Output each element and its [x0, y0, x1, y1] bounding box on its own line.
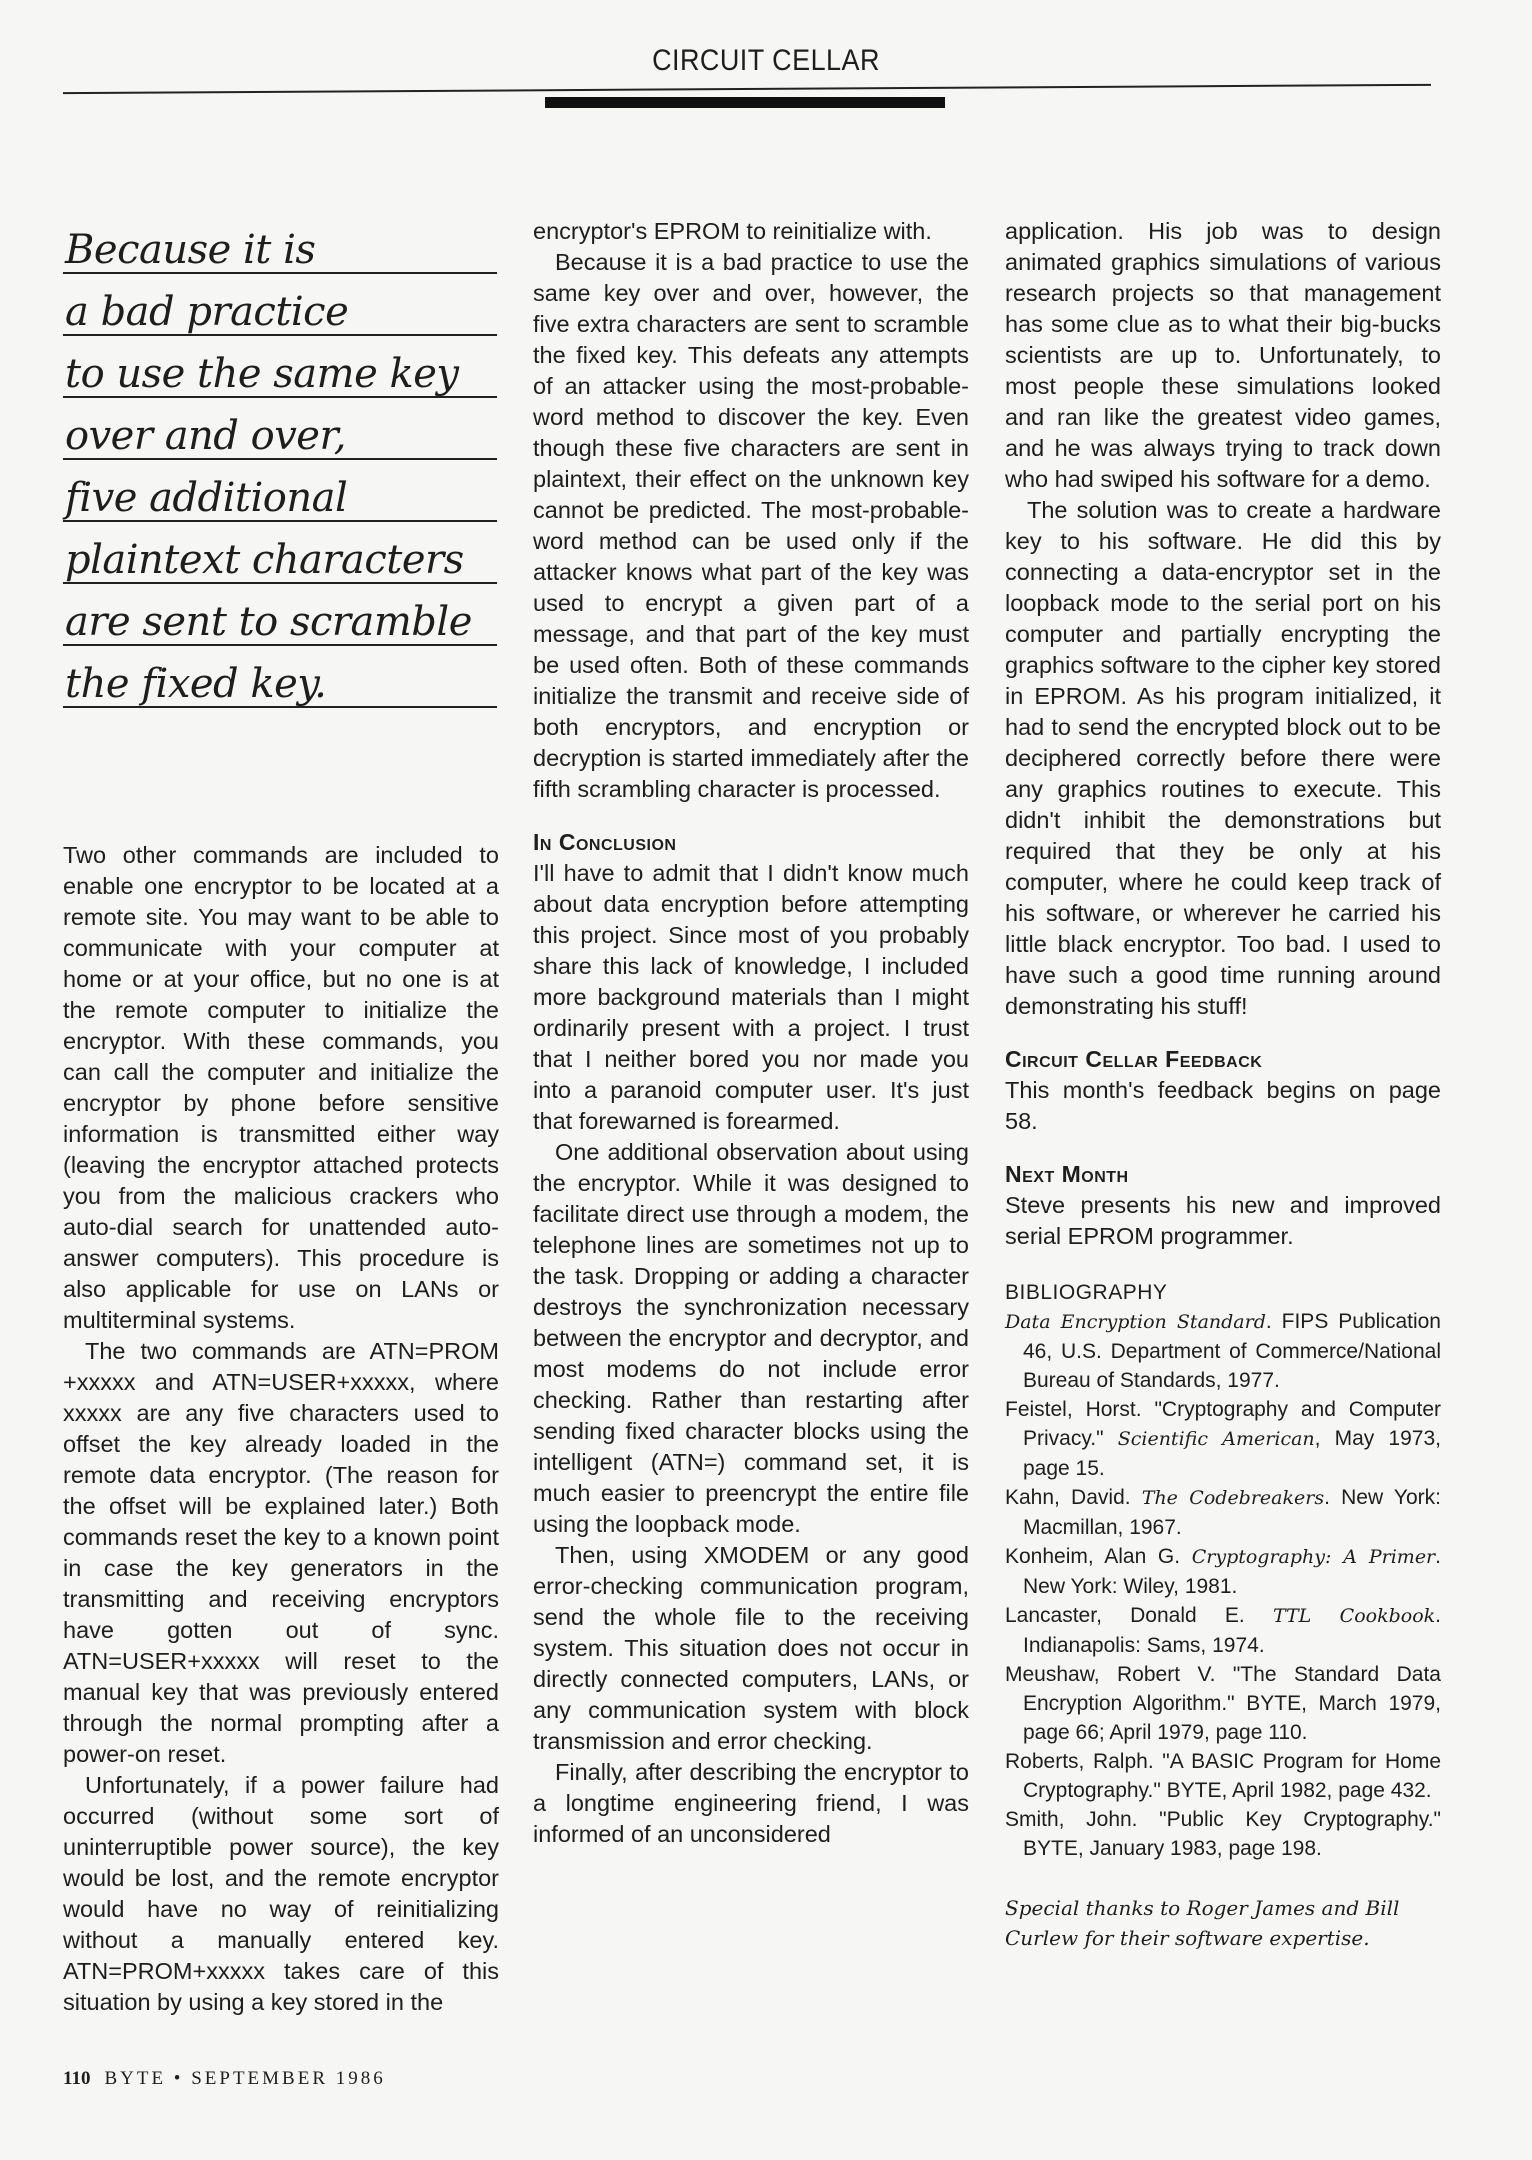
paragraph: The two commands are ATN=PROM +xxxxx and ATN=USER+xxxxx, where xxxxx are any five characters used to offset the key already loaded in the remote data encryptor. (The reason for the offset will be explained later.) Both commands reset the key to a known point in case the key generators in the transmitting and receiving encryptors have gotten out of sync. ATN=USER+xxxxx will reset to the manual key that was previously entered through the normal prompting after a power-on reset.	[63, 1338, 499, 1767]
column-1	[63, 840, 499, 2018]
pull-quote	[63, 212, 497, 708]
bibliography-post: . FIPS Publication 46, U.S. Department of Commerce/National Bureau of Standards, 1977.	[1023, 1310, 1441, 1392]
header-rule	[63, 84, 1431, 94]
bibliography-pre: Smith, John. "Public Key Cryptography." BYTE, January 1983, page 198.	[1005, 1808, 1441, 1860]
section-heading-conclusion: In Conclusion	[533, 829, 677, 855]
section-heading-feedback: Circuit Cellar Feedback	[1005, 1046, 1263, 1072]
bibliography-italic: TTL Cookbook	[1272, 1605, 1436, 1627]
pull-quote-line: five additional	[63, 460, 497, 522]
pull-quote-line: over and over,	[63, 398, 497, 460]
bibliography-pre: Konheim, Alan G.	[1005, 1545, 1192, 1568]
bibliography-pre: Lancaster, Donald E.	[1005, 1604, 1273, 1627]
bibliography-list	[1005, 1307, 1441, 1863]
acknowledgement: Special thanks to Roger James and Bill Curlew for their software expertise.	[1005, 1896, 1400, 1950]
paragraph: Two other commands are included to enable one encryptor to be located at a remote site. You may want to be able to communicate with your computer at home or at your office, but no one is at the remote computer to initialize the encryptor. With these commands, you can call the computer and initialize the encryptor by phone before sensitive information is transmitted either way (leaving the encryptor attached protects you from the malicious crackers who auto-dial search for unattended auto-answer computers). This procedure is also applicable for use on LANs or multiterminal systems.	[63, 842, 499, 1333]
bibliography-entry	[1005, 1395, 1441, 1483]
paragraph: I'll have to admit that I didn't know much about data encryption before attempting this project. Since most of you probably share this lack of knowledge, I included more background materials than I might ordinarily present with a project. I trust that I neither bored you nor made you into a paranoid computer user. It's just that forewarned is forearmed.	[533, 860, 969, 1134]
bibliography-post: . New York: Macmillan, 1967.	[1023, 1486, 1441, 1539]
column-2	[533, 216, 969, 1850]
pull-quote-line: are sent to scramble	[63, 584, 497, 646]
bibliography-italic: The Codebreakers	[1141, 1487, 1325, 1509]
bibliography-entry	[1005, 1747, 1441, 1805]
pull-quote-line: the fixed key.	[63, 646, 497, 708]
section-heading-next-month: Next Month	[1005, 1161, 1129, 1187]
bibliography-post: , May 1973, page 15.	[1023, 1427, 1441, 1480]
paragraph: One additional observation about using the encryptor. While it was designed to facilitate direct use through a modem, the telephone lines are sometimes not up to the task. Dropping or adding a character destroys the synchronization necessary between the encryptor and decryptor, and most modems do not include error checking. Rather than restarting after sending fixed character blocks using the intelligent (ATN=) command set, it is much easier to preencrypt the entire file using the loopback mode.	[533, 1139, 969, 1537]
paragraph: This month's feedback begins on page 58.	[1005, 1077, 1441, 1134]
bibliography-pre: Meushaw, Robert V. "The Standard Data Encryption Algorithm." BYTE, March 1979, page 66; April 1979, page 110.	[1005, 1663, 1441, 1744]
bibliography-italic: Data Encryption Standard	[1005, 1311, 1266, 1333]
bibliography-entry	[1005, 1307, 1441, 1395]
bibliography-entry	[1005, 1542, 1441, 1601]
paragraph: Then, using XMODEM or any good error-checking communication program, send the whole file to the receiving system. This situation does not occur in directly connected computers, LANs, or any communication system with block transmission and error checking.	[533, 1542, 969, 1754]
bibliography-entry	[1005, 1805, 1441, 1863]
pull-quote-line: to use the same key	[63, 336, 497, 398]
bibliography-post: . Indianapolis: Sams, 1974.	[1023, 1604, 1441, 1657]
bibliography-pre: Feistel, Horst. "Cryptography and Computer Privacy."	[1005, 1398, 1441, 1450]
bibliography-entry	[1005, 1483, 1441, 1542]
bibliography-pre: Roberts, Ralph. "A BASIC Program for Home Cryptography." BYTE, April 1982, page 432.	[1005, 1750, 1441, 1802]
bibliography-pre: Kahn, David.	[1005, 1486, 1142, 1509]
bibliography-title: BIBLIOGRAPHY	[1005, 1281, 1168, 1304]
bibliography-post: . New York: Wiley, 1981.	[1023, 1545, 1441, 1598]
column-3	[1005, 216, 1441, 1953]
paragraph: encryptor's EPROM to reinitialize with.	[533, 218, 932, 244]
publication-date: BYTE • SEPTEMBER 1986	[104, 2068, 386, 2089]
bibliography-italic: Scientific American	[1117, 1428, 1315, 1450]
page-number: 110	[63, 2068, 91, 2089]
header-bar	[545, 97, 945, 108]
paragraph: Unfortunately, if a power failure had occurred (without some sort of uninterruptible power source), the key would be lost, and the remote encryptor would have no way of reinitializing without a manually entered key. ATN=PROM+xxxxx takes care of this situation by using a key stored in the	[63, 1772, 499, 2015]
paragraph: Finally, after describing the encryptor to a longtime engineering friend, I was informed of an unconsidered	[533, 1759, 969, 1847]
pull-quote-line: a bad practice	[63, 274, 497, 336]
bibliography-italic: Cryptography: A Primer	[1191, 1546, 1436, 1568]
paragraph: The solution was to create a hardware key to his software. He did this by connecting a data-encryptor set in the loopback mode to the serial port on his computer and partially encrypting the graphics software to the cipher key stored in EPROM. As his program initialized, it had to send the encrypted block out to be deciphered correctly before there were any graphics routines to execute. This didn't inhibit the demonstrations but required that they be only at his computer, where he could keep track of his software, or wherever he carried his little black encryptor. Too bad. I used to have such a good time running around demonstrating his stuff!	[1005, 497, 1441, 1019]
pull-quote-line: Because it is	[63, 212, 497, 274]
paragraph: Steve presents his new and improved serial EPROM programmer.	[1005, 1192, 1441, 1249]
running-head: CIRCUIT CELLAR	[652, 44, 880, 77]
paragraph: Because it is a bad practice to use the same key over and over, however, the five extra characters are sent to scramble the fixed key. This defeats any attempts of an attacker using the most-probable-word method to discover the key. Even though these five characters are sent in plaintext, their effect on the unknown key cannot be predicted. The most-probable-word method can be used only if the attacker knows what part of the key was used to encrypt a given part of a message, and that part of the key must be used often. Both of these commands initialize the transmit and receive side of both encryptors, and encryption or decryption is started immediately after the fifth scrambling character is processed.	[533, 249, 969, 802]
bibliography-entry	[1005, 1601, 1441, 1660]
pull-quote-line: plaintext characters	[63, 522, 497, 584]
page-footer	[63, 2068, 386, 2090]
paragraph: application. His job was to design animated graphics simulations of various research projects so that management has some clue as to what their big-bucks scientists are up to. Unfortunately, to most people these simulations looked and ran like the greatest video games, and he was always trying to track down who had swiped his software for a demo.	[1005, 218, 1441, 492]
bibliography-entry	[1005, 1660, 1441, 1747]
